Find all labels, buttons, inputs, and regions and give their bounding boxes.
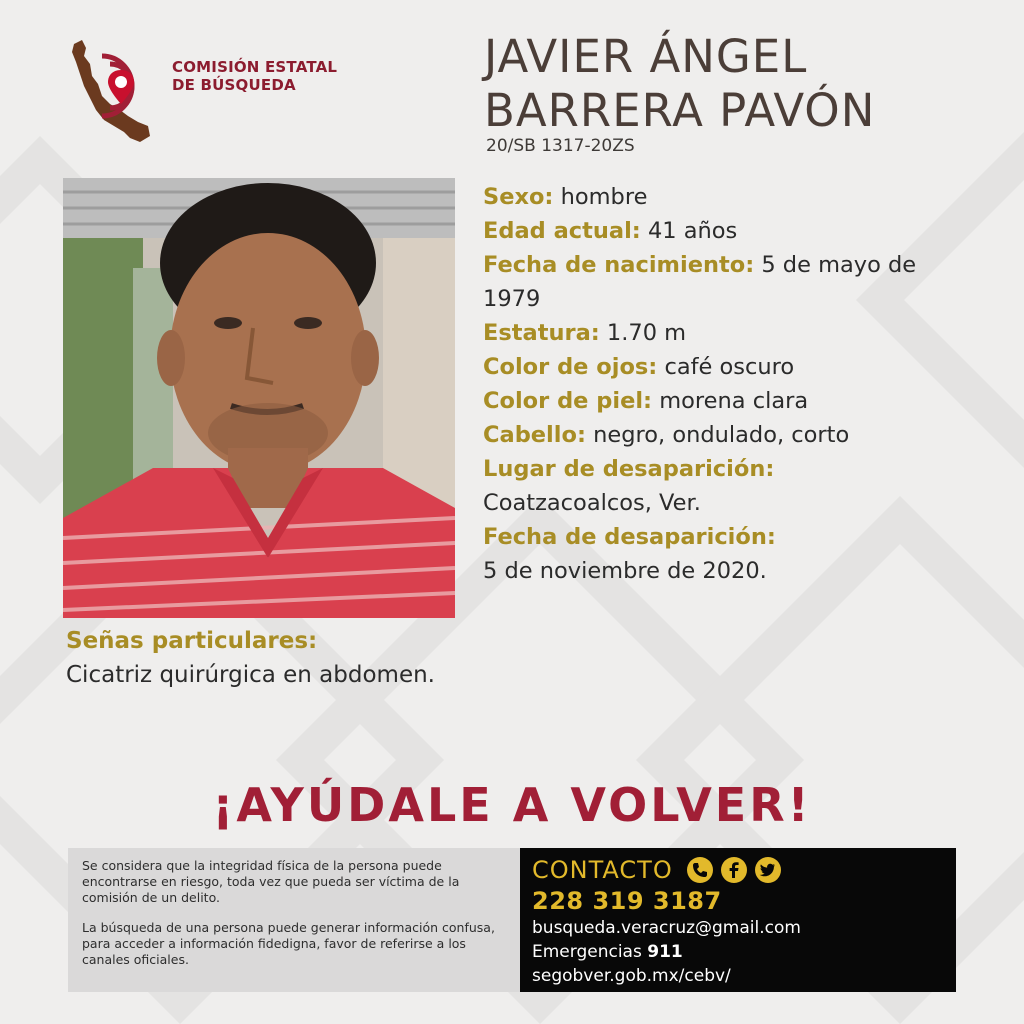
detail-nacimiento	[483, 248, 953, 316]
agency-name-line2: DE BÚSQUEDA	[172, 76, 296, 94]
detail-label: Color de ojos:	[483, 354, 658, 380]
person-name	[484, 30, 875, 138]
contact-title: CONTACTO	[532, 856, 673, 884]
detail-label: Estatura:	[483, 320, 600, 346]
detail-label: Sexo:	[483, 184, 554, 210]
detail-label: Cabello:	[483, 422, 586, 448]
contact-box	[520, 848, 956, 992]
emergency-label: Emergencias	[532, 942, 642, 962]
contact-email[interactable]: busqueda.veracruz@gmail.com	[532, 918, 801, 938]
detail-estatura	[483, 316, 953, 350]
detail-value: 5 de mayo de 1979	[483, 252, 917, 312]
phone-icon[interactable]	[687, 857, 713, 883]
person-name-line2: BARRERA PAVÓN	[484, 84, 876, 137]
detail-value: 1.70 m	[606, 320, 687, 346]
detail-label: Fecha de desaparición:	[483, 524, 776, 550]
detail-value: 41 años	[647, 218, 738, 244]
agency-logo	[68, 38, 358, 146]
person-name-line1: JAVIER ÁNGEL	[484, 30, 808, 83]
call-to-action: ¡AYÚDALE A VOLVER!	[212, 778, 812, 832]
detail-label: Lugar de desaparición:	[483, 456, 775, 482]
detail-value: café oscuro	[664, 354, 795, 380]
marks-value: Cicatriz quirúrgica en abdomen.	[66, 662, 435, 688]
detail-ojos	[483, 350, 953, 384]
person-details	[483, 180, 953, 588]
detail-cabello	[483, 418, 953, 452]
case-id: 20/SB 1317-20ZS	[486, 136, 635, 156]
detail-lugar	[483, 452, 953, 520]
contact-header	[532, 854, 944, 886]
detail-fecha-desaparicion	[483, 520, 953, 588]
contact-phone[interactable]: 228 319 3187	[532, 887, 722, 915]
detail-value: negro, ondulado, corto	[593, 422, 850, 448]
marks-label: Señas particulares:	[66, 628, 318, 654]
detail-value: morena clara	[659, 388, 809, 414]
disclaimer-paragraph-2: La búsqueda de una persona puede generar información confusa, para acceder a información fidedigna, favor de referirse a los canales oficiales.	[82, 920, 495, 967]
contact-emergency	[532, 940, 944, 964]
detail-label: Edad actual:	[483, 218, 641, 244]
emergency-number[interactable]: 911	[647, 942, 683, 962]
disclaimer-paragraph-1: Se considera que la integridad física de la persona puede encontrarse en riesgo, toda vez que pueda ser víctima de la comisión de un delito.	[82, 858, 460, 905]
detail-piel	[483, 384, 953, 418]
detail-value: 5 de noviembre de 2020.	[483, 558, 767, 584]
detail-edad	[483, 214, 953, 248]
detail-value: Coatzacoalcos, Ver.	[483, 490, 701, 516]
detail-sexo	[483, 180, 953, 214]
detail-label: Color de piel:	[483, 388, 653, 414]
facebook-icon[interactable]	[721, 857, 747, 883]
distinguishing-marks	[66, 624, 666, 692]
person-photo	[63, 178, 455, 618]
detail-value: hombre	[560, 184, 648, 210]
disclaimer-box	[68, 848, 520, 992]
detail-label: Fecha de nacimiento:	[483, 252, 755, 278]
twitter-icon[interactable]	[755, 857, 781, 883]
agency-name-line1: COMISIÓN ESTATAL	[172, 58, 338, 76]
veracruz-map-location-icon	[68, 38, 168, 146]
agency-name	[172, 58, 337, 94]
contact-website[interactable]: segobver.gob.mx/cebv/	[532, 966, 731, 986]
